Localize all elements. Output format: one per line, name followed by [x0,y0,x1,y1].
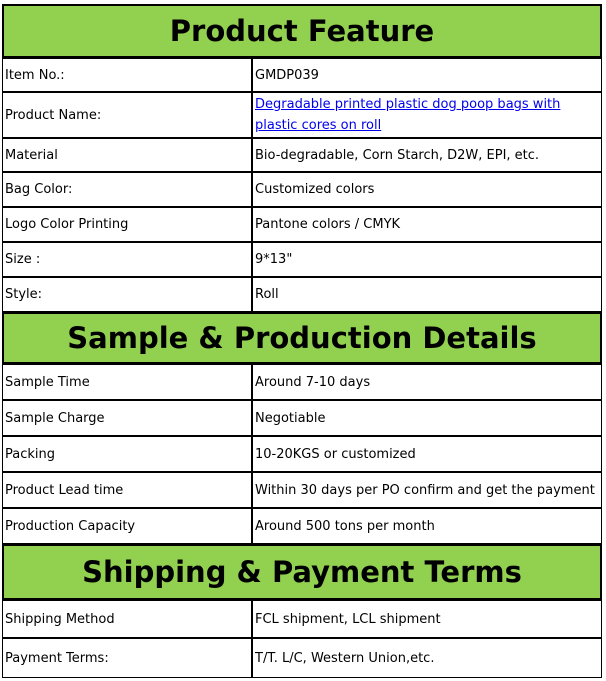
section-header-product-feature [2,4,602,58]
row-label: Sample Charge [2,400,252,436]
row-value: FCL shipment, LCL shipment [252,600,602,638]
row-value: GMDP039 [252,58,602,92]
link-line-1[interactable]: Degradable printed plastic dog poop bags with [255,97,561,112]
table-row [2,600,602,638]
row-label: Shipping Method [2,600,252,638]
row-label: Bag Color: [2,172,252,207]
row-value: Customized colors [252,172,602,207]
table-row [2,242,602,277]
row-value: T/T. L/C, Western Union,etc. [252,638,602,678]
row-label: Size : [2,242,252,277]
section-header-shipping-payment [2,544,602,600]
table-row [2,508,602,544]
table-row [2,400,602,436]
row-label: Product Name: [2,92,252,138]
row-value: Within 30 days per PO confirm and get the payment [252,472,602,508]
row-label: Logo Color Printing [2,207,252,242]
row-value: Pantone colors / CMYK [252,207,602,242]
row-value: 9*13" [252,242,602,277]
row-label: Material [2,138,252,172]
row-value: Bio-degradable, Corn Starch, D2W, EPI, etc. [252,138,602,172]
row-value: 10-20KGS or customized [252,436,602,472]
table-row [2,138,602,172]
row-label: Packing [2,436,252,472]
table-row [2,92,602,138]
table-row [2,277,602,312]
row-value: Around 500 tons per month [252,508,602,544]
table-row [2,638,602,678]
table-row [2,207,602,242]
section-title: Product Feature [169,14,435,48]
section-title: Shipping & Payment Terms [82,555,522,589]
table-row [2,364,602,400]
link-line-2[interactable]: plastic cores on roll [255,118,382,133]
row-label: Production Capacity [2,508,252,544]
row-label: Item No.: [2,58,252,92]
row-value: Negotiable [252,400,602,436]
row-label: Product Lead time [2,472,252,508]
table-row [2,172,602,207]
product-name-link[interactable] [255,94,560,136]
row-value: Around 7-10 days [252,364,602,400]
row-label: Style: [2,277,252,312]
table-row [2,472,602,508]
row-value: Roll [252,277,602,312]
table-row [2,58,602,92]
row-label: Payment Terms: [2,638,252,678]
section-header-sample-production [2,312,602,364]
table-row [2,436,602,472]
row-label: Sample Time [2,364,252,400]
section-title: Sample & Production Details [67,321,537,355]
product-name-link-cell [252,92,602,138]
